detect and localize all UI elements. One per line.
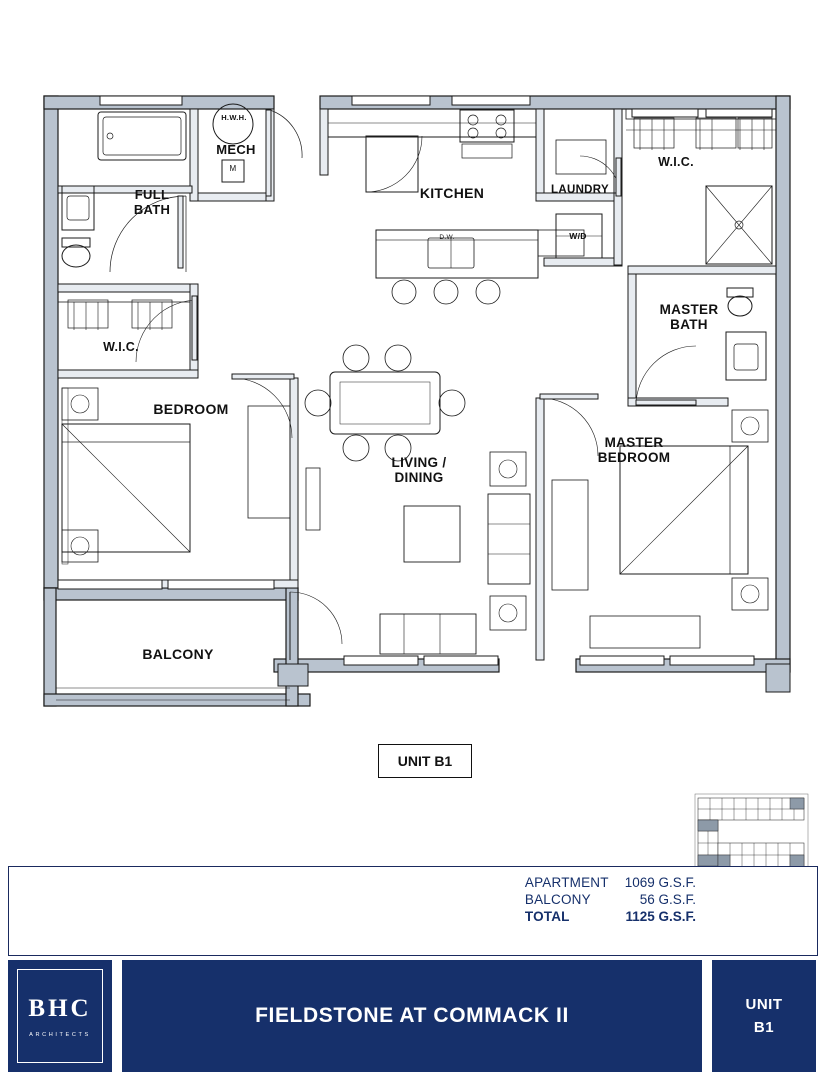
- area-label: APARTMENT: [524, 875, 609, 890]
- room-label-laundry: LAUNDRY: [551, 184, 609, 196]
- room-label-master-bath: MASTER BATH: [659, 302, 719, 333]
- tag-washer-dryer: W/D: [569, 231, 587, 241]
- room-label-kitchen: KITCHEN: [419, 185, 485, 201]
- room-label-bedroom: BEDROOM: [153, 401, 229, 417]
- room-label-wic-bedroom: W.I.C.: [103, 340, 139, 354]
- area-value: 56 G.S.F.: [639, 892, 696, 907]
- area-value-total: 1125 G.S.F.: [625, 909, 696, 924]
- title-block: [8, 960, 816, 1072]
- firm-logo-text: BHC: [28, 994, 92, 1022]
- area-label: BALCONY: [524, 892, 591, 907]
- project-name-box: [122, 960, 702, 1072]
- tag-dishwasher: D.W.: [439, 234, 455, 241]
- area-row: [525, 891, 696, 908]
- firm-logo: [8, 960, 112, 1072]
- area-value: 1069 G.S.F.: [624, 875, 696, 890]
- area-summary-table: [525, 874, 696, 925]
- tag-meter: M: [229, 164, 237, 173]
- area-summary-box: [8, 866, 818, 956]
- room-label-wic-master: W.I.C.: [658, 155, 694, 169]
- room-label-balcony: BALCONY: [142, 646, 214, 662]
- unit-word: UNIT: [745, 996, 783, 1013]
- firm-logo-subtext: ARCHITECTS: [29, 1031, 91, 1038]
- tag-hot-water-heater: H.W.H.: [221, 113, 247, 122]
- room-label-living-dining: LIVING / DINING: [391, 455, 447, 486]
- unit-id-box: [712, 960, 816, 1072]
- unit-tag: [378, 744, 472, 778]
- project-name: FIELDSTONE AT COMMACK II: [255, 1004, 569, 1027]
- area-row-total: [525, 908, 696, 925]
- unit-tag-label: UNIT B1: [397, 753, 453, 769]
- room-label-mech: MECH: [216, 142, 256, 157]
- area-label-total: TOTAL: [524, 909, 570, 924]
- area-row: [525, 874, 696, 891]
- unit-code: B1: [753, 1019, 775, 1036]
- room-label-full-bath: FULL BATH: [133, 187, 171, 217]
- room-label-master-bedroom: MASTER BEDROOM: [597, 435, 671, 466]
